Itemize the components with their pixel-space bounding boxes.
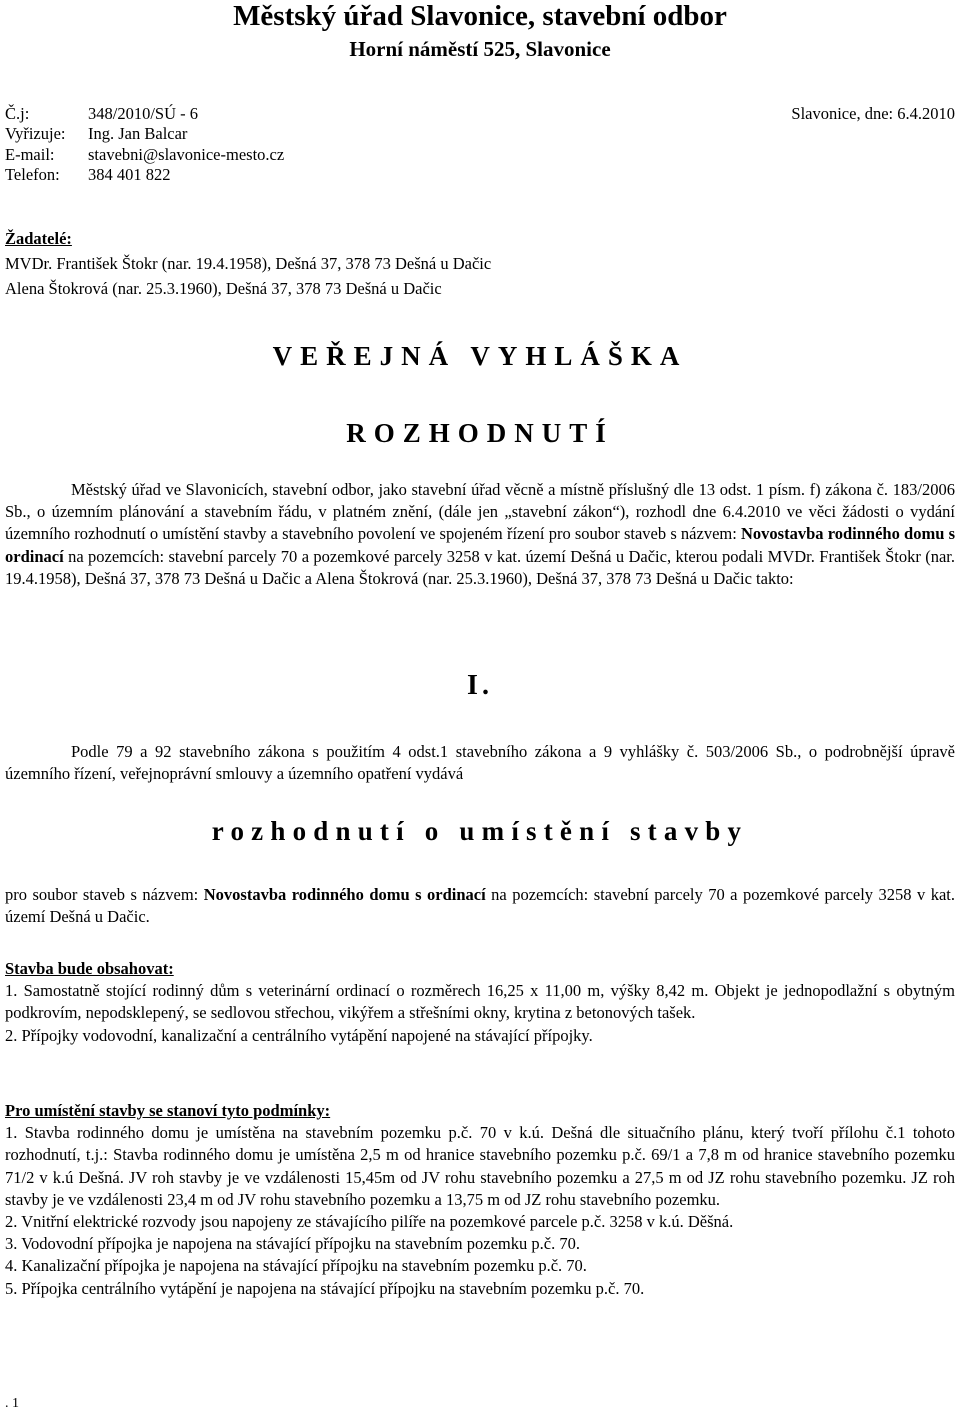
intro-paragraph bbox=[5, 479, 955, 590]
applicants-heading: Žadatelé: bbox=[5, 229, 72, 248]
conditions-section bbox=[5, 1100, 955, 1300]
conditions-item-4: 4. Kanalizační přípojka je napojena na stávající přípojku na stavebním pozemku p.č. 70. bbox=[5, 1256, 587, 1276]
applicants-block bbox=[5, 226, 491, 301]
phone-label: Telefon: bbox=[5, 164, 60, 184]
email-label: E-mail: bbox=[5, 144, 55, 164]
applicant-2: Alena Štokrová (nar. 25.3.1960), Dešná 37, 378 73 Dešná u Dačic bbox=[5, 279, 442, 298]
decision-title: rozhodnutí o umístění stavby bbox=[211, 816, 749, 846]
section-number: I. bbox=[467, 670, 493, 701]
conditions-item-2: 2. Vnitřní elektrické rozvody jsou napojeny ze stávajícího pilíře na pozemkové parcele p.č. 3258 v k.ú. Děšná. bbox=[5, 1212, 734, 1232]
reference-value: 348/2010/SÚ - 6 bbox=[88, 104, 199, 123]
contents-item-2: 2. Přípojky vodovodní, kanalizační a centrálního vytápění napojené na stávající přípojky. bbox=[5, 1025, 593, 1045]
handler-value: Ing. Jan Balcar bbox=[88, 124, 188, 144]
intro-text-1: Městský úřad ve Slavonicích, stavební odbor, jako stavební úřad věcně a místně příslušný dle 13 odst. 1 písm. f) zákona č. 183/2006 Sb., o územním plánování a stavebním řádu, v platném znění, (dále jen „stavební zákon“), rozhodl dne 6.4.2010 ve věci žádosti o vydání územního rozhodnutí o umístění stavby a stavebního povolení ve spojeném řízení pro soubor staveb s názvem: bbox=[5, 480, 955, 544]
intro-project-name: Novostavba rodinného domu s ordinací bbox=[5, 524, 955, 566]
project-name: Novostavba rodinného domu s ordinací bbox=[203, 885, 486, 904]
conditions-item-3: 3. Vodovodní přípojka je napojena na stávající přípojku na stavebním pozemku p.č. 70. bbox=[5, 1234, 580, 1254]
contents-section bbox=[5, 958, 955, 1047]
reference-label: Č.j: bbox=[5, 104, 30, 123]
contents-heading: Stavba bude obsahovat: bbox=[5, 959, 174, 978]
email-value[interactable]: stavebni@slavonice-mesto.cz bbox=[88, 144, 285, 164]
project-paragraph bbox=[5, 884, 955, 928]
public-notice-heading: VEŘEJNÁ VYHLÁŠKA bbox=[272, 341, 688, 371]
conditions-heading: Pro umístění stavby se stanoví tyto podmínky: bbox=[5, 1101, 331, 1120]
office-title: Městský úřad Slavonice, stavební odbor bbox=[233, 0, 727, 32]
document-meta bbox=[5, 104, 955, 185]
office-address: Horní náměstí 525, Slavonice bbox=[349, 37, 611, 61]
project-text-2: na pozemcích: stavební parcely 70 a pozemkové parcely 3258 v kat. území Dešná u Dačic. bbox=[5, 885, 955, 927]
decision-heading: ROZHODNUTÍ bbox=[346, 418, 614, 448]
page-number: . 1 bbox=[5, 1396, 19, 1411]
phone-value: 384 401 822 bbox=[88, 164, 171, 184]
applicant-1: MVDr. František Štokr (nar. 19.4.1958), Dešná 37, 378 73 Dešná u Dačic bbox=[5, 254, 492, 273]
conditions-item-1: 1. Stavba rodinného domu je umístěna na stavebním pozemku p.č. 70 v k.ú. Dešná dle situačního plánu, který tvoří přílohu č.1 tohoto rozhodnutí, t.j.: Stavba rodinného domu je umístěna 2,5 m od hranice stavebního pozemku p.č. 69/1 a 7,8 m od hranice stavebního pozemku 71/2 v k.ú Dešná. JV roh stavby je ve vzdálenosti 15,45m od JV rohu stavebního pozemku a 27,5 m od JZ rohu stavebního pozemku. JZ roh stavby je ve vzdálenosti 23,4 m od JV rohu stavebního pozemku a 13,75 m od JZ rohu stavebního pozemku. bbox=[5, 1123, 955, 1209]
document-date: Slavonice, dne: 6.4.2010 bbox=[791, 104, 955, 123]
conditions-item-5: 5. Přípojka centrálního vytápění je napojena na stávající přípojku na stavebním pozemku p.č. 70. bbox=[5, 1278, 645, 1298]
handler-label: Vyřizuje: bbox=[5, 124, 66, 144]
project-text-1: pro soubor staveb s názvem: bbox=[5, 885, 204, 904]
contents-item-1: 1. Samostatně stojící rodinný dům s veterinární ordinací o rozměrech 16,25 x 11,00 m, výšky 8,42 m. Objekt je jednopodlažní s obytným podkrovím, nepodsklepený, se sedlovou střechou, vikýřem a střešními okny, krytina z betonových tašek. bbox=[5, 981, 955, 1023]
intro-text-2: na pozemcích: stavební parcely 70 a pozemkové parcely 3258 v kat. území Dešná u Dačic, kterou podali MVDr. František Štokr (nar. 19.4.1958), Dešná 37, 378 73 Dešná u Dačic a Alena Štokrová (nar. 25.3.1960), Dešná 37, 378 73 Dešná u Dačic takto: bbox=[5, 546, 955, 588]
legal-basis-paragraph: Podle 79 a 92 stavebního zákona s použitím 4 odst.1 stavebního zákona a 9 vyhlášky č. 503/2006 Sb., o podrobnější úpravě územního řízení, veřejnoprávní smlouvy a územního opatření vydává bbox=[5, 742, 955, 784]
